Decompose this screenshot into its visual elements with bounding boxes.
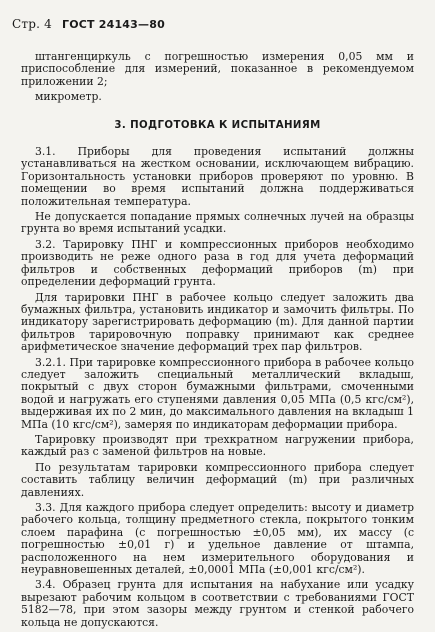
clause-3-2-1-table: По результатам тарировки компрессионного прибора следует составить таблицу величин деформаций (m) при различных давлениях. <box>21 460 414 499</box>
section-title: 3. ПОДГОТОВКА К ИСПЫТАНИЯМ <box>114 119 321 131</box>
clause-3-2: 3.2. Тарировку ПНГ и компрессионных приборов необходимо производить не реже одного раза в год для учета деформаций фильтров и собственных деформаций приборов (m) при определении деформаций грунта. <box>21 237 414 289</box>
clause-3-2-png: Для тарировки ПНГ в рабочее кольцо следует заложить два бумажных фильтра, установить индикатор и замочить фильтры. По индикатору зарегистрировать деформацию (m). Для данной партии фильтров тарировочную поправку принимают как среднее арифметическое значение деформаций трех пар фильтров. <box>21 290 414 354</box>
standard-code: ГОСТ 24143—80 <box>61 18 165 31</box>
clause-3-3: 3.3. Для каждого прибора следует определить: высоту и диаметр рабочего кольца, толщину предметного стекла, покрытого тонким слоем парафина (с погрешностью ±0,05 мм), их массу (с погрешностью ±0,01 г) и удельное давление от штампа, расположенного на нем измерительного оборудования и неуравновешенных деталей, ±0,0001 МПа (±0,001 кгс/см²). <box>21 501 414 577</box>
clause-3-2-1-repeat: Тарировку производят при трехкратном нагружении прибора, каждый раз с заменой фильтров на новые. <box>21 432 414 459</box>
clause-3-2-1: 3.2.1. При тарировке компрессионного прибора в рабочее кольцо следует заложить специальный металлический вкладыш, покрытый с двух сторон бумажными фильтрами, смоченными водой и нагружать его ступенями давления 0,05 МПа (0,5 кгс/см²), выдерживая их по 2 мин, до максимального давления на вкладыш 1 МПа (10 кгс/см²), замеряя по индикаторам деформации прибора. <box>21 355 414 431</box>
intro-paragraph-2: микрометр. <box>35 90 102 104</box>
page-number: Стр. 4 <box>12 17 52 31</box>
document-body <box>21 51 414 632</box>
clause-3-1: 3.1. Приборы для проведения испытаний должны устанавливаться на жестком основании, исключающем вибрацию. Горизонтальность установки приборов проверяют по уровню. В помещении во время испытаний должна поддерживаться положительная температура. <box>21 145 414 208</box>
intro-paragraph: штангенциркуль с погрешностью измерения 0,05 мм и приспособление для измерений, показанное в рекомендуемом приложении 2; <box>21 50 414 88</box>
page-header <box>12 17 165 31</box>
clause-3-1-note: Не допускается попадание прямых солнечных лучей на образцы грунта во время испытаний усадки. <box>21 210 414 236</box>
clause-3-4: 3.4. Образец грунта для испытания на набухание или усадку вырезают рабочим кольцом в соответствии с требованиями ГОСТ 5182—78, при этом зазоры между грунтом и стенкой рабочего кольца не допускаются. <box>21 578 414 629</box>
